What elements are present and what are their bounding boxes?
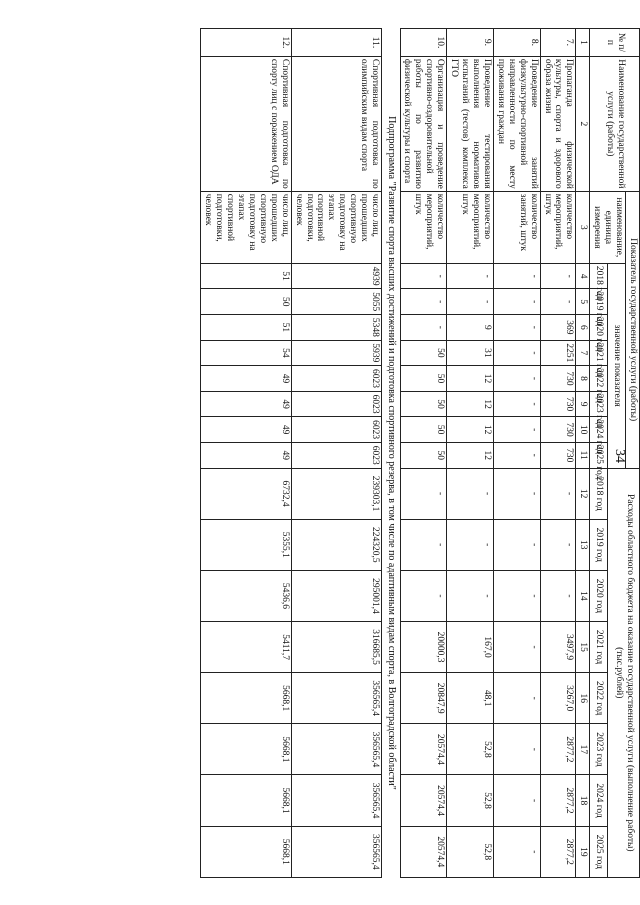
column-number: 10 — [576, 417, 590, 443]
column-number: 8 — [576, 366, 590, 392]
column-number: 11 — [576, 442, 590, 468]
unit-name: число лиц, прошедших спортивную подготовку на этапах спортивной подготовки, человек — [201, 191, 291, 263]
indicator-value: 49 — [201, 391, 291, 417]
indicator-value: 50 — [400, 391, 447, 417]
expense-value: 20847,9 — [400, 673, 447, 724]
expense-value: 239303,1 — [291, 468, 381, 519]
expense-value: - — [540, 468, 576, 519]
expense-value: 5436,6 — [201, 570, 291, 621]
indicator-value: 12 — [447, 442, 494, 468]
year-header: 2023 год — [590, 724, 608, 775]
indicator-value: 6023 — [291, 366, 381, 392]
budget-table-sheet — [72, 28, 640, 878]
indicator-value: 49 — [201, 366, 291, 392]
expense-value: - — [493, 468, 540, 519]
expense-value: - — [493, 826, 540, 877]
expense-value: - — [447, 468, 494, 519]
expense-value: 20574,4 — [400, 826, 447, 877]
expense-value: - — [400, 570, 447, 621]
unit-name: количество мероприятий, штук — [447, 191, 494, 263]
indicator-value: 50 — [400, 442, 447, 468]
indicator-value: 730 — [540, 391, 576, 417]
expense-value: - — [493, 519, 540, 570]
expense-value: - — [493, 724, 540, 775]
indicator-value: 6023 — [291, 417, 381, 443]
expense-value: 3267,0 — [540, 673, 576, 724]
indicator-value: - — [540, 289, 576, 315]
year-header: 2022 год — [590, 366, 608, 392]
indicator-value: - — [493, 417, 540, 443]
expense-value: 20574,4 — [400, 775, 447, 826]
indicator-value: - — [493, 442, 540, 468]
year-header: 2018 год — [590, 468, 608, 519]
indicator-value: 50 — [400, 417, 447, 443]
expense-value: - — [540, 519, 576, 570]
year-header: 2021 год — [590, 622, 608, 673]
column-number: 19 — [576, 826, 590, 877]
year-header: 2024 год — [590, 775, 608, 826]
expense-value: 5411,7 — [201, 622, 291, 673]
column-number: 15 — [576, 622, 590, 673]
indicator-value: 50 — [201, 289, 291, 315]
subprogram-title: Подпрограмма "Развитие спорта высших достижений и подготовка спортивного резерва, в том числе по адаптивным видам спорта, в Волгоградской области" — [382, 29, 401, 878]
unit-name: количество мероприятий, штук — [540, 191, 576, 263]
column-number: 6 — [576, 315, 590, 341]
service-name: Спортивная подготовка по спорту лиц с поражением ОДА — [201, 56, 291, 191]
row-number: 7. — [540, 29, 576, 57]
expense-value: - — [493, 775, 540, 826]
indicator-value: 6023 — [291, 442, 381, 468]
column-number: 18 — [576, 775, 590, 826]
indicator-value: 12 — [447, 417, 494, 443]
column-number: 3 — [576, 191, 590, 263]
year-header: 2024 год — [590, 417, 608, 443]
value-group-header: значение показателя — [608, 263, 626, 468]
table-row — [447, 29, 494, 878]
column-number: 5 — [576, 289, 590, 315]
indicator-value: - — [493, 366, 540, 392]
row-number: 10. — [400, 29, 447, 57]
expense-value: 6732,4 — [201, 468, 291, 519]
indicator-value: 12 — [447, 391, 494, 417]
budget-table — [200, 28, 640, 878]
col-no-header: № п/п — [590, 29, 640, 57]
expense-group-header: Расходы областного бюджета на оказание государственной услуги (выполнение работы) (тыс.рублей) — [608, 468, 640, 877]
indicator-value: 9 — [447, 315, 494, 341]
indicator-group-header: Показатель государственной услуги (работы) — [626, 191, 640, 468]
expense-value: 20574,4 — [400, 724, 447, 775]
year-header: 2022 год — [590, 673, 608, 724]
year-header: 2021 год — [590, 340, 608, 366]
year-header: 2023 год — [590, 391, 608, 417]
indicator-value: - — [493, 340, 540, 366]
table-row — [291, 29, 381, 878]
indicator-value: 2251 — [540, 340, 576, 366]
expense-value: 2877,2 — [540, 775, 576, 826]
indicator-value: 50 — [400, 340, 447, 366]
row-number: 11. — [291, 29, 381, 57]
indicator-value: - — [493, 315, 540, 341]
indicator-value: - — [493, 391, 540, 417]
indicator-value: 5055 — [291, 289, 381, 315]
indicator-value: - — [400, 315, 447, 341]
expense-value: 5355,1 — [201, 519, 291, 570]
indicator-value: 49 — [201, 417, 291, 443]
expense-value: 224320,5 — [291, 519, 381, 570]
indicator-value: 730 — [540, 366, 576, 392]
indicator-value: 12 — [447, 366, 494, 392]
expense-value: 167,0 — [447, 622, 494, 673]
indicator-value: 5939 — [291, 340, 381, 366]
subprogram-row — [382, 29, 401, 878]
unit-name: число лиц, прошедших спортивную подготовку на этапах спортивной подготовки, человек — [291, 191, 381, 263]
column-number: 4 — [576, 263, 590, 289]
expense-value: 20000,3 — [400, 622, 447, 673]
year-header: 2020 год — [590, 570, 608, 621]
column-number: 16 — [576, 673, 590, 724]
expense-value: - — [493, 570, 540, 621]
indicator-value: - — [447, 263, 494, 289]
indicator-value: - — [493, 263, 540, 289]
indicator-value: 51 — [201, 315, 291, 341]
expense-value: 5668,1 — [201, 775, 291, 826]
expense-value: 356565,4 — [291, 724, 381, 775]
indicator-value: 4939 — [291, 263, 381, 289]
column-number: 7 — [576, 340, 590, 366]
expense-value: 356565,4 — [291, 826, 381, 877]
expense-value: 2877,2 — [540, 826, 576, 877]
service-name: Проведение занятий физкультурно-спортивной направленности по месту проживания граждан — [493, 56, 540, 191]
indicator-value: 51 — [201, 263, 291, 289]
year-header: 2019 год — [590, 519, 608, 570]
expense-value: - — [540, 570, 576, 621]
expense-value: 5668,1 — [201, 673, 291, 724]
expense-value: 356565,4 — [291, 673, 381, 724]
indicator-value: 6023 — [291, 391, 381, 417]
indicator-value: 730 — [540, 442, 576, 468]
expense-value: - — [493, 622, 540, 673]
expense-value: 2877,2 — [540, 724, 576, 775]
column-number: 17 — [576, 724, 590, 775]
column-number: 9 — [576, 391, 590, 417]
year-header: 2025 год — [590, 442, 608, 468]
column-number: 12 — [576, 468, 590, 519]
indicator-value: - — [540, 263, 576, 289]
col-unit-header: наименование, единица измерения — [590, 191, 626, 263]
expense-value: 295001,4 — [291, 570, 381, 621]
service-name: Пропаганда физической культуры, спорта и здорового образа жизни — [540, 56, 576, 191]
indicator-value: - — [447, 289, 494, 315]
expense-value: 48,1 — [447, 673, 494, 724]
expense-value: 5668,1 — [201, 724, 291, 775]
service-name: Организация и проведение спортивно-оздоровительной работы по развитию физической культуры и спорта — [400, 56, 447, 191]
expense-value: - — [400, 468, 447, 519]
column-number: 14 — [576, 570, 590, 621]
indicator-value: 730 — [540, 417, 576, 443]
table-row — [540, 29, 576, 878]
indicator-value: - — [400, 289, 447, 315]
year-header: 2019 год — [590, 289, 608, 315]
indicator-value: 31 — [447, 340, 494, 366]
year-header: 2020 год — [590, 315, 608, 341]
year-header: 2025 год — [590, 826, 608, 877]
unit-name: количество мероприятий, штук — [400, 191, 447, 263]
indicator-value: - — [400, 263, 447, 289]
indicator-value: 54 — [201, 340, 291, 366]
table-header — [576, 29, 640, 878]
expense-value: - — [400, 519, 447, 570]
expense-value: - — [447, 519, 494, 570]
page-number: 34 — [612, 449, 627, 463]
table-row — [400, 29, 447, 878]
expense-value: 5668,1 — [201, 826, 291, 877]
row-number: 12. — [201, 29, 291, 57]
column-number: 1 — [576, 29, 590, 57]
expense-value: 52,8 — [447, 724, 494, 775]
service-name: Проведение тестирования выполнения нормативов испытаний (тестов) комплекса ГТО — [447, 56, 494, 191]
service-name: Спортивная подготовка по олимпийским видам спорта — [291, 56, 381, 191]
expense-value: - — [493, 673, 540, 724]
column-number-row — [576, 29, 590, 878]
row-number: 9. — [447, 29, 494, 57]
expense-value: 356565,4 — [291, 775, 381, 826]
column-number: 2 — [576, 56, 590, 191]
indicator-value: - — [493, 289, 540, 315]
unit-name: количество занятий, штук — [493, 191, 540, 263]
table-body — [201, 29, 576, 878]
column-number: 13 — [576, 519, 590, 570]
indicator-value: 5348 — [291, 315, 381, 341]
expense-value: 316685,5 — [291, 622, 381, 673]
expense-value: 3497,9 — [540, 622, 576, 673]
expense-value: 52,8 — [447, 826, 494, 877]
year-header: 2018 год — [590, 263, 608, 289]
table-row — [201, 29, 291, 878]
row-number: 8. — [493, 29, 540, 57]
expense-value: - — [447, 570, 494, 621]
col-service-header: Наименование государственной услуги (работы) — [590, 56, 640, 191]
table-row — [493, 29, 540, 878]
expense-value: 52,8 — [447, 775, 494, 826]
indicator-value: 369 — [540, 315, 576, 341]
indicator-value: 50 — [400, 366, 447, 392]
indicator-value: 49 — [201, 442, 291, 468]
